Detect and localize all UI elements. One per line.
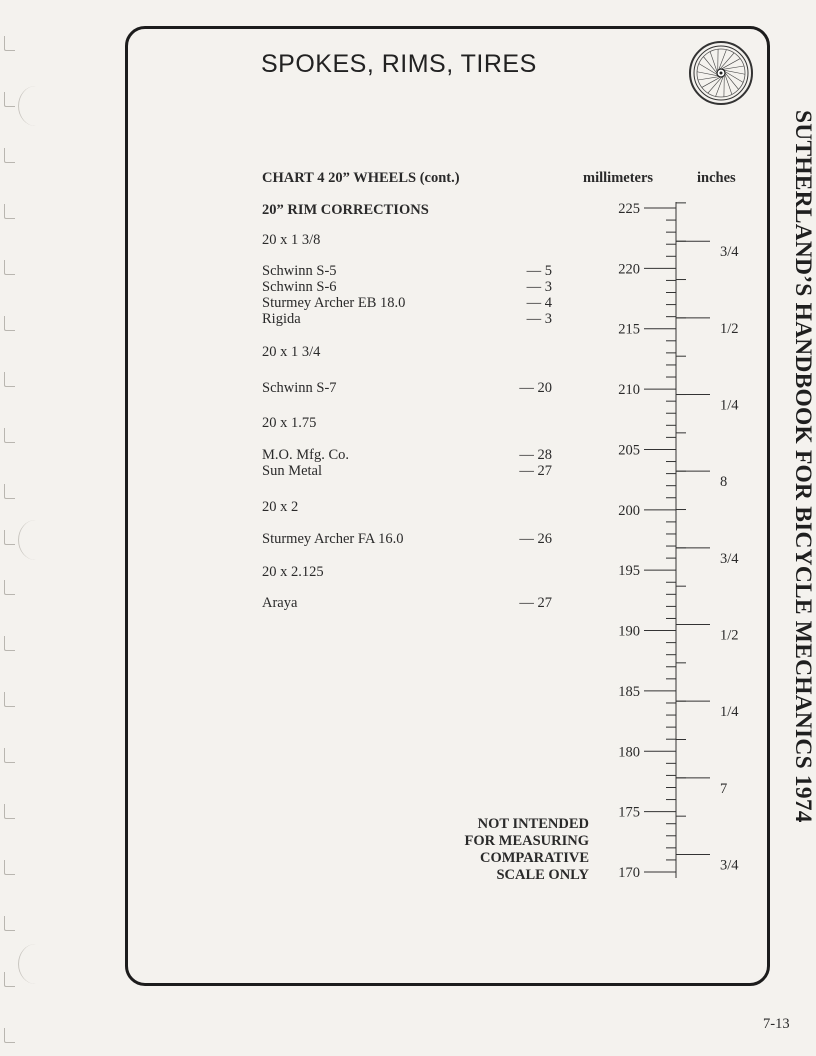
rim-name: Sun Metal (262, 463, 323, 479)
spoke (719, 53, 734, 70)
mm-label: 215 (618, 321, 640, 338)
correction-value: — 3 (526, 311, 552, 327)
binder-hole (4, 316, 15, 331)
mm-label: 170 (618, 865, 640, 880)
binder-hole (4, 260, 15, 275)
binder-hole (4, 580, 15, 595)
correction-value: — 27 (519, 595, 552, 611)
binder-ring (18, 944, 53, 984)
rim-correction-row (262, 595, 552, 612)
correction-value: — 3 (526, 279, 552, 295)
rim-name: Rigida (262, 311, 301, 327)
mm-label: 205 (618, 442, 640, 459)
spoke (716, 75, 724, 96)
millimeters-column-header: millimeters (583, 170, 654, 186)
binder-ring (18, 86, 53, 126)
mm-label: 185 (618, 683, 640, 700)
rim-name: Schwinn S-5 (262, 263, 337, 279)
mm-label: 210 (618, 382, 640, 399)
rim-name: M.O. Mfg. Co. (262, 447, 350, 463)
inch-label: 7 (720, 780, 728, 797)
rim-name: Schwinn S-6 (262, 279, 337, 295)
correction-value: — 27 (519, 463, 552, 479)
rim-corrections-heading: 20” RIM CORRECTIONS (262, 202, 429, 218)
rim-name: Schwinn S-7 (262, 380, 337, 396)
scale-disclaimer (420, 816, 589, 884)
mm-label: 225 (618, 201, 640, 217)
binder-hole (4, 748, 15, 763)
rim-size-label: 20 x 2.125 (262, 564, 324, 580)
rim-correction-row (262, 463, 552, 480)
binder-hole (4, 148, 15, 163)
rim-size-label: 20 x 2 (262, 499, 299, 515)
handbook-side-title: SUTHERLAND’S HANDBOOK FOR BICYCLE MECHANICS 1974 (790, 110, 816, 823)
binder-hole (4, 692, 15, 707)
binder-hole (4, 92, 15, 107)
binder-hole (4, 372, 15, 387)
inch-label: 1/4 (720, 397, 739, 414)
binder-margin (0, 0, 40, 1056)
rim-correction-row (262, 279, 552, 296)
mm-inch-scale (590, 190, 760, 880)
rim-size-label: 20 x 1 3/4 (262, 344, 321, 360)
mm-label: 195 (618, 563, 640, 580)
rim-correction-row (262, 295, 552, 312)
correction-value: — 20 (519, 380, 552, 396)
binder-hole (4, 204, 15, 219)
spoke (708, 76, 723, 93)
disclaimer-line: NOT INTENDED (477, 816, 589, 832)
rim-size-label: 20 x 1.75 (262, 415, 317, 431)
page-number: 7-13 (763, 1016, 790, 1032)
spoke (722, 66, 744, 70)
rim-size-label: 20 x 1 3/8 (262, 232, 321, 248)
spoke (724, 72, 738, 90)
binder-hole (4, 916, 15, 931)
inch-label: 8 (720, 474, 728, 491)
inch-label: 1/4 (720, 704, 739, 721)
spoke (724, 71, 743, 83)
bicycle-wheel-icon (688, 40, 754, 106)
binder-ring (18, 520, 53, 560)
rim-correction-row (262, 380, 552, 397)
spoke (703, 57, 717, 75)
rim-correction-row (262, 531, 552, 548)
rim-correction-row (262, 447, 552, 464)
inch-label: 3/4 (720, 244, 739, 261)
binder-hole (4, 428, 15, 443)
binder-hole (4, 804, 15, 819)
rim-correction-row (262, 311, 552, 328)
spoke (699, 64, 718, 76)
binder-hole (4, 636, 15, 651)
mm-label: 200 (618, 502, 640, 519)
inch-label: 1/2 (720, 320, 739, 337)
spoke (718, 50, 726, 71)
rim-name: Sturmey Archer EB 18.0 (262, 295, 406, 311)
binder-hole (4, 860, 15, 875)
mm-label: 175 (618, 804, 640, 821)
rim-correction-row (262, 263, 552, 280)
chart-heading: CHART 4 20” WHEELS (cont.) (262, 170, 460, 186)
correction-value: — 28 (519, 447, 552, 463)
mm-label: 180 (618, 744, 640, 761)
inch-label: 3/4 (720, 550, 739, 567)
rim-name: Sturmey Archer FA 16.0 (262, 531, 404, 547)
rim-name: Araya (262, 595, 298, 611)
binder-hole (4, 36, 15, 51)
correction-value: — 5 (526, 263, 552, 279)
inch-label: 1/2 (720, 627, 739, 644)
binder-hole (4, 1028, 15, 1043)
correction-value: — 26 (519, 531, 552, 547)
mm-label: 220 (618, 261, 640, 278)
disclaimer-line: SCALE ONLY (496, 867, 589, 883)
binder-hole (4, 484, 15, 499)
mm-label: 190 (618, 623, 640, 640)
spoke (698, 76, 720, 80)
binder-hole (4, 530, 15, 545)
correction-value: — 4 (526, 295, 552, 311)
binder-hole (4, 972, 15, 987)
disclaimer-line: FOR MEASURING (464, 833, 589, 849)
disclaimer-line: COMPARATIVE (479, 850, 589, 866)
inches-column-header: inches (697, 170, 736, 186)
inch-label: 3/4 (720, 857, 739, 874)
section-title: SPOKES, RIMS, TIRES (261, 50, 537, 78)
